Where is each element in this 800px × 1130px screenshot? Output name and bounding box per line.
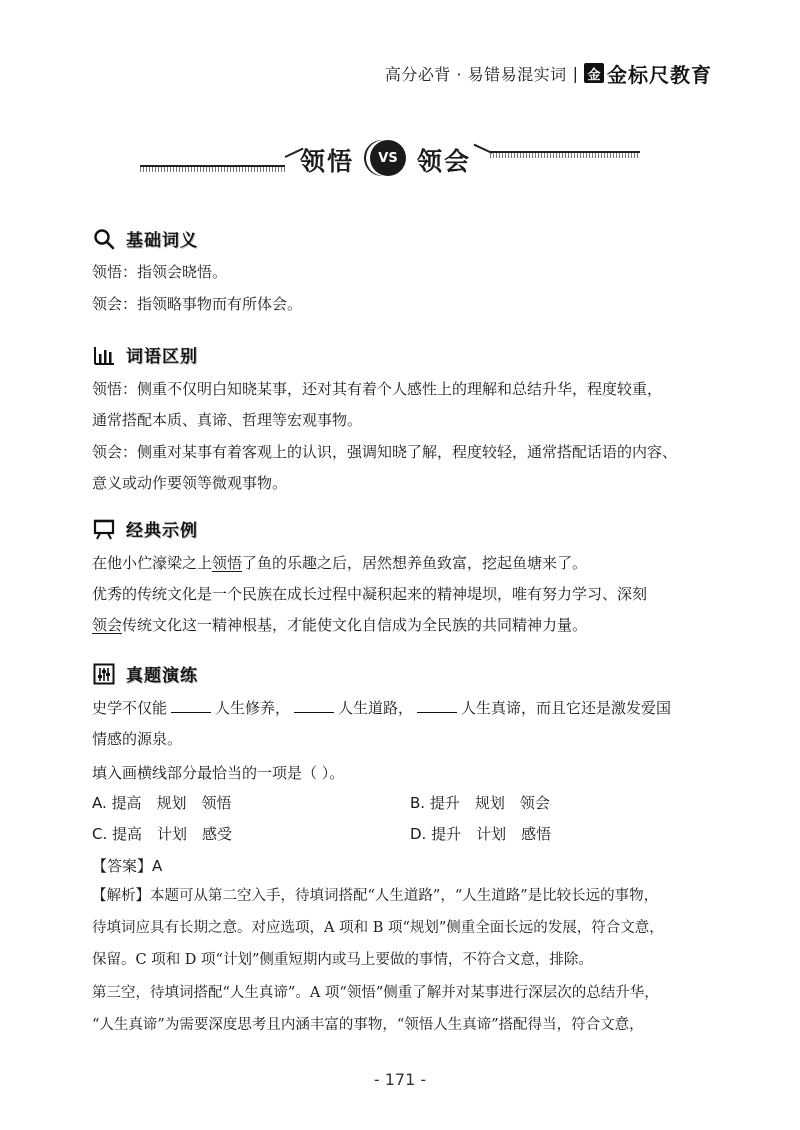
- example-1-pre: 在他小伫濠梁之上: [92, 554, 213, 572]
- question-blank-2: [294, 700, 334, 713]
- header-text: 高分必背 · 易错易混实词: [384, 64, 567, 84]
- page-number: - 171 -: [373, 1070, 427, 1089]
- page-title: [140, 138, 640, 184]
- question-part-2: 人生修养，: [215, 699, 291, 717]
- analysis-line-3: 保留。C 项和 D 项“计划”侧重短期内或马上要做的事情，不符合文意，排除。: [92, 952, 593, 968]
- sliders-icon: [92, 662, 116, 686]
- option-c: C. 提高 计划 感受: [92, 825, 233, 843]
- header-separator: |: [572, 63, 578, 83]
- title-rule-left: [140, 165, 285, 172]
- question-blank-1: [171, 700, 211, 713]
- bar-chart-icon: [92, 343, 116, 367]
- diff-paragraph-2-line-1: 领会：侧重对某事有着客观上的认识，强调知晓了解，程度较轻，通常搭配话语的内容、: [92, 443, 678, 461]
- presentation-board-icon: [92, 517, 116, 541]
- analysis-line-1: 【解析】本题可从第二空入手，待填词搭配“人生道路”，“人生道路”是比较长远的事物，: [92, 888, 659, 904]
- question-line-1: [92, 692, 722, 724]
- question-part-1: 史学不仅能: [92, 699, 168, 717]
- question-blank-3: [417, 700, 457, 713]
- brand-name: 金标尺教育: [607, 62, 712, 87]
- brand-logo: [584, 59, 712, 88]
- section-basic-header: [92, 226, 198, 251]
- section-examples-header: [92, 516, 198, 541]
- question-prompt: 填入画横线部分最恰当的一项是（ ）。: [92, 764, 345, 782]
- question-part-4: 人生真谛，而且它还是激发爱国: [461, 699, 672, 717]
- title-word-2: 领会: [417, 147, 472, 176]
- example-2-line-2: [92, 609, 722, 641]
- basic-definition-2: 领会：指领略事物而有所体会。: [92, 295, 303, 313]
- question-line-2: 情感的源泉。: [92, 730, 183, 748]
- analysis-line-4: 第三空，待填词搭配“人生真谛”。A 项“领悟”侧重了解并对某事进行深层次的总结升华，: [92, 985, 659, 1001]
- option-b: B. 提升 规划 领会: [410, 794, 550, 812]
- analysis-line-2: 待填词应具有长期之意。对应选项，A 项和 B 项“规划”侧重全面长远的发展，符合文意，: [92, 920, 664, 936]
- example-1-keyword: 领悟: [212, 554, 243, 572]
- question-part-3: 人生道路，: [338, 699, 414, 717]
- diff-paragraph-1-line-2: 通常搭配本质、真谛、哲理等宏观事物。: [92, 411, 363, 429]
- search-icon: [92, 227, 116, 251]
- title-rule-right: [490, 151, 640, 158]
- section-diff-header: [92, 342, 198, 367]
- section-practice-title: 真题演练: [126, 666, 198, 686]
- brand-mark-icon: 金: [584, 63, 604, 83]
- answer: 【答案】A: [92, 857, 163, 875]
- basic-definition-1: 领悟：指领会晓悟。: [92, 263, 228, 281]
- example-1-post: 了鱼的乐趣之后，居然想养鱼致富，挖起鱼塘来了。: [242, 554, 588, 572]
- vs-badge: VS: [370, 140, 406, 176]
- diff-paragraph-2-line-2: 意义或动作要领等微观事物。: [92, 474, 288, 492]
- title-word-1: 领悟: [300, 147, 355, 176]
- analysis-line-5: “人生真谛”为需要深度思考且内涵丰富的事物，“领悟人生真谛”搭配得当，符合文意，: [92, 1017, 644, 1033]
- example-2-line-1: 优秀的传统文化是一个民族在成长过程中凝积起来的精神堤坝，唯有努力学习、深刻: [92, 585, 648, 603]
- option-d: D. 提升 计划 感悟: [410, 825, 552, 843]
- section-examples-title: 经典示例: [126, 521, 198, 541]
- section-basic-title: 基础词义: [126, 231, 198, 251]
- section-diff-title: 词语区别: [126, 347, 198, 367]
- section-practice-header: [92, 661, 198, 686]
- diff-paragraph-1-line-1: 领悟：侧重不仅明白知晓某事，还对其有着个人感性上的理解和总结升华，程度较重，: [92, 380, 663, 398]
- example-2-post: 传统文化这一精神根基，才能使文化自信成为全民族的共同精神力量。: [122, 616, 588, 634]
- option-a: A. 提高 规划 领悟: [92, 794, 232, 812]
- example-1: [92, 547, 722, 579]
- example-2-keyword: 领会: [92, 616, 123, 634]
- page-header: [385, 58, 712, 88]
